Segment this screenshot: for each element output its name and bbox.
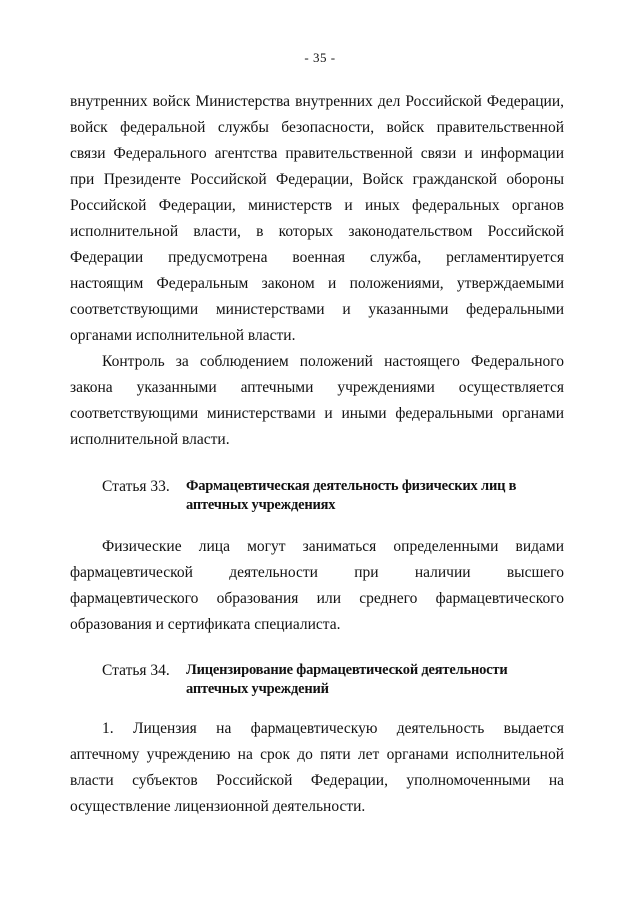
article-34-heading (102, 661, 508, 699)
article-title (186, 661, 508, 699)
paragraph-physical-persons (70, 534, 564, 638)
paragraph-license (70, 716, 564, 820)
text-line: власти субъектов Российской Федерации, уполномоченными на (70, 772, 564, 789)
article-title-line: аптечных учреждений (186, 681, 329, 697)
text-line: исполнительной власти, в которых законодательством Российской (70, 223, 564, 240)
paragraph-continuation (70, 89, 564, 349)
text-line: при Президенте Российской Федерации, Войск гражданской обороны (70, 171, 564, 188)
text-line: соответствующими министерствами и указанными федеральными (70, 301, 564, 318)
text-line: 1. Лицензия на фармацевтическую деятельность выдается (102, 720, 564, 737)
article-title (186, 477, 516, 515)
article-33-heading (102, 477, 516, 515)
text-line: образования и сертификата специалиста. (70, 616, 341, 633)
text-line: аптечному учреждению на срок до пяти лет органами исполнительной (70, 746, 564, 763)
text-line: Контроль за соблюдением положений настоящего Федерального (102, 353, 564, 370)
text-line: исполнительной власти. (70, 431, 230, 448)
text-line: настоящим Федеральным законом и положениями, утверждаемыми (70, 275, 564, 292)
article-number: Статья 34. (102, 662, 170, 679)
page-number: - 35 - (304, 50, 336, 65)
text-line: внутренних войск Министерства внутренних дел Российской Федерации, (70, 93, 564, 110)
text-line: Российской Федерации, министерств и иных федеральных органов (70, 197, 564, 214)
text-line: закона указанными аптечными учреждениями осуществляется (70, 379, 564, 396)
article-number: Статья 33. (102, 478, 170, 495)
text-line: связи Федерального агентства правительственной связи и информации (70, 145, 564, 162)
paragraph-control (70, 349, 564, 453)
text-line: войск федеральной службы безопасности, войск правительственной (70, 119, 564, 136)
article-title-line: аптечных учреждениях (186, 497, 336, 513)
article-title-line: Лицензирование фармацевтической деятельности (186, 662, 508, 678)
text-line: Физические лица могут заниматься определенными видами (102, 538, 564, 555)
text-line: фармацевтической деятельности при наличии высшего (70, 564, 564, 581)
text-line: соответствующими министерствами и иными федеральными органами (70, 405, 564, 422)
text-line: органами исполнительной власти. (70, 327, 296, 344)
text-line: осуществление лицензионной деятельности. (70, 798, 366, 815)
article-title-line: Фармацевтическая деятельность физических лиц в (186, 478, 517, 494)
text-line: фармацевтического образования или среднего фармацевтического (70, 590, 564, 607)
text-line: Федерации предусмотрена военная служба, регламентируется (70, 249, 564, 266)
